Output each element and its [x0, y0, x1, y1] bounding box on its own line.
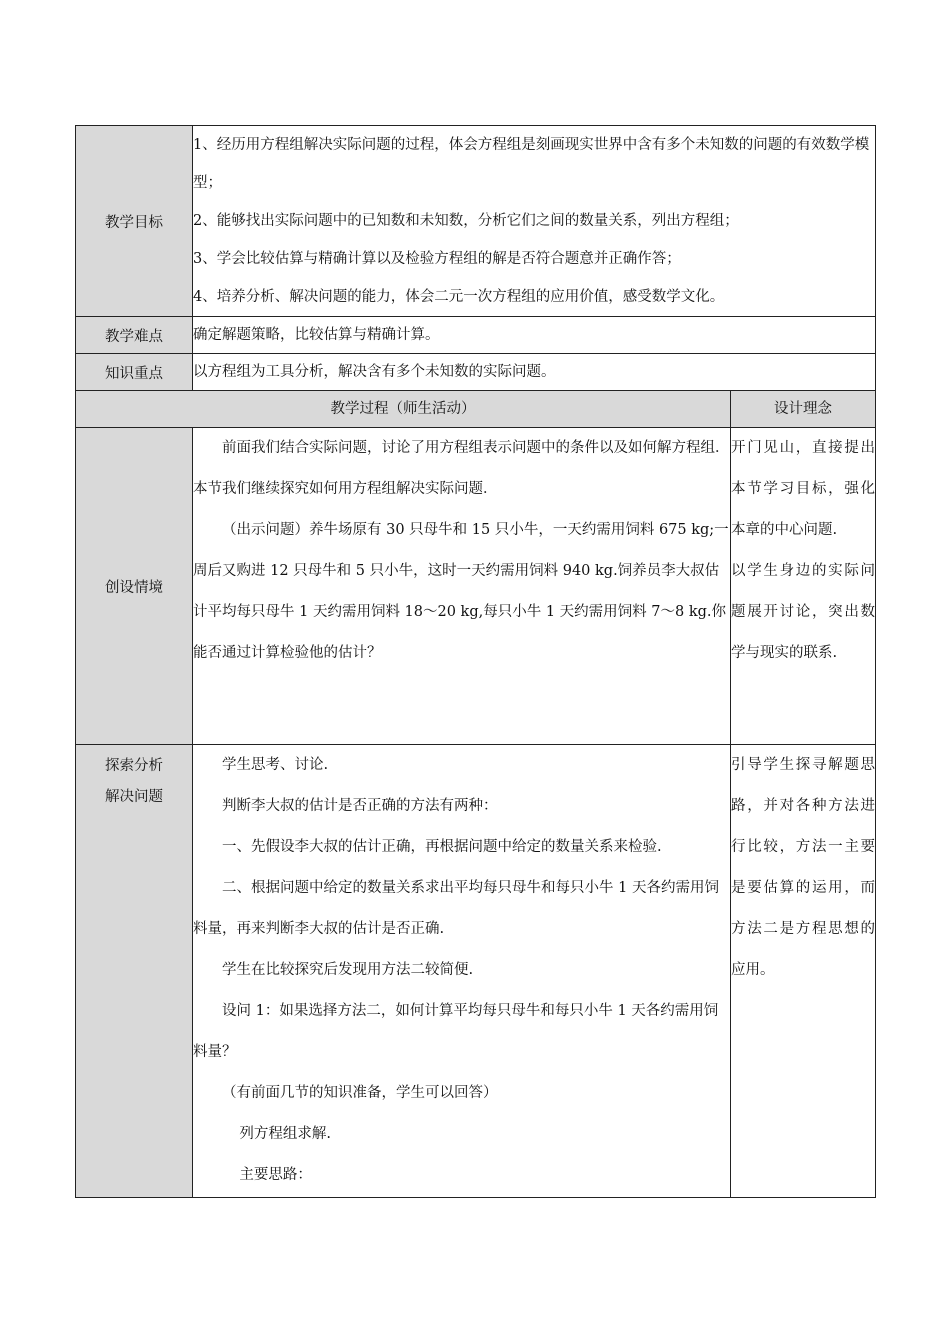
difficulty-label-cell [76, 317, 193, 354]
explore-content [193, 745, 731, 1198]
explore-paragraph: 设问 1：如果选择方法二，如何计算平均每只母牛和每只小牛 1 天各约需用饲料量？ [193, 1003, 719, 1060]
explore-concept [731, 745, 876, 1198]
key-point-label-cell [76, 354, 193, 391]
explore-label-line1: 探索分析 [105, 758, 163, 774]
difficulty-content [193, 317, 876, 354]
situation-label: 创设情境 [105, 579, 163, 596]
goals-content [193, 126, 876, 317]
explore-paragraph: 学生思考、讨论. [222, 757, 329, 773]
goals-label-cell [76, 126, 193, 317]
situation-paragraph: （出示问题）养牛场原有 30 只母牛和 15 只小牛，一天约需用饲料 675 kg;一周后又购进 12 只母牛和 5 只小牛，这时一天约需用饲料 940 kg.饲养员李大叔估计平均每只母牛 1 天约需用饲料 18～20 kg,每只小牛 1 天约需用饲料 7～8 kg.你能否通过计算检验他的估计？ [193, 522, 729, 661]
key-point-label: 知识重点 [105, 365, 163, 382]
goal-item: 1、经历用方程组解决实际问题的过程，体会方程组是刻画现实世界中含有多个未知数的问题的有效数学模型； [193, 137, 870, 191]
key-point-row [76, 354, 876, 391]
goal-item: 3、学会比较估算与精确计算以及检验方程组的解是否符合题意并正确作答； [193, 251, 681, 267]
concept-header [731, 391, 876, 428]
situation-concept-1: 开门见山，直接提出本节学习目标，强化本章的中心问题. [731, 440, 876, 538]
situation-content [193, 428, 731, 745]
situation-label-cell [76, 428, 193, 745]
explore-concept-text: 引导学生探寻解题思路，并对各种方法进行比较，方法一主要是要估算的运用，而方法二是方程思想的应用。 [731, 757, 876, 978]
situation-row [76, 428, 876, 745]
goals-label: 教学目标 [105, 214, 163, 231]
explore-paragraph: 一、先假设李大叔的估计正确，再根据问题中给定的数量关系来检验. [222, 839, 662, 855]
situation-paragraph: 前面我们结合实际问题，讨论了用方程组表示问题中的条件以及如何解方程组．本节我们继续探究如何用方程组解决实际问题． [193, 440, 730, 497]
process-header-row [76, 391, 876, 428]
explore-paragraph: （有前面几节的知识准备，学生可以回答） [222, 1085, 498, 1101]
explore-paragraph: 判断李大叔的估计是否正确的方法有两种： [222, 798, 498, 814]
difficulty-row [76, 317, 876, 354]
key-point-text: 以方程组为工具分析，解决含有多个未知数的实际问题。 [193, 364, 556, 380]
lesson-plan-table [75, 125, 876, 1198]
explore-row [76, 745, 876, 1198]
key-point-content [193, 354, 876, 391]
process-header-text: 教学过程（师生活动） [330, 401, 476, 417]
goal-item: 4、培养分析、解决问题的能力，体会二元一次方程组的应用价值，感受数学文化。 [193, 289, 725, 305]
process-header [76, 391, 731, 428]
situation-concept-2: 以学生身边的实际问题展开讨论，突出数学与现实的联系. [731, 563, 876, 661]
goal-item: 2、能够找出实际问题中的已知数和未知数，分析它们之间的数量关系，列出方程组； [193, 213, 739, 229]
explore-paragraph: 二、根据问题中给定的数量关系求出平均每只母牛和每只小牛 1 天各约需用饲料量，再来判断李大叔的估计是否正确. [193, 880, 719, 937]
explore-paragraph: 学生在比较探究后发现用方法二较简便. [222, 962, 474, 978]
situation-concept [731, 428, 876, 745]
explore-paragraph: 列方程组求解. [239, 1126, 331, 1142]
explore-paragraph: 主要思路： [239, 1167, 312, 1183]
goals-row [76, 126, 876, 317]
explore-label-line2: 解决问题 [105, 789, 163, 805]
difficulty-label: 教学难点 [105, 328, 163, 345]
concept-header-text: 设计理念 [774, 401, 832, 417]
difficulty-text: 确定解题策略，比较估算与精确计算。 [193, 327, 440, 343]
explore-label-cell [76, 745, 193, 1198]
